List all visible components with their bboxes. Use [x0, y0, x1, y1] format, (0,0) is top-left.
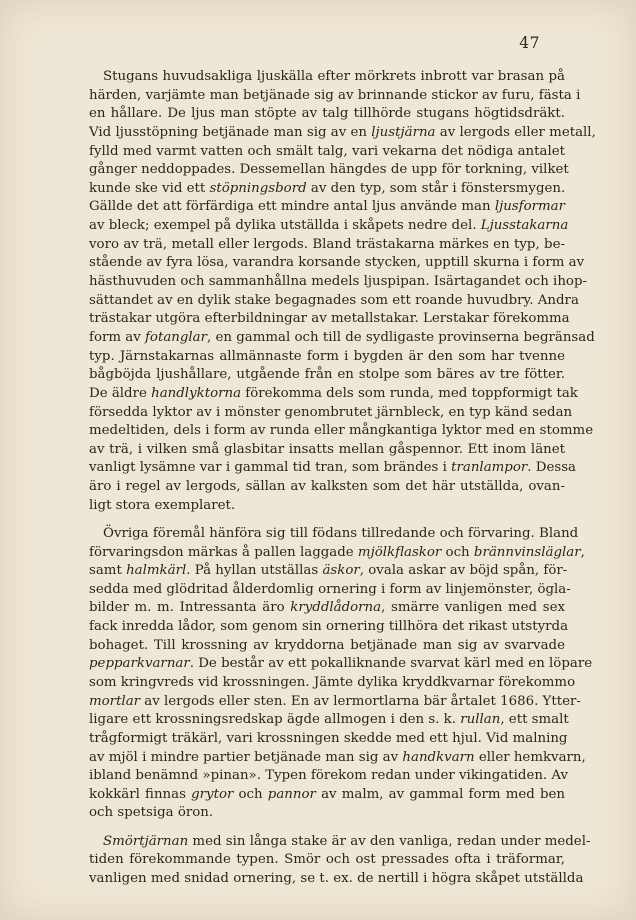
italic-term: rullan: [460, 712, 501, 728]
italic-term: pepparkvarnar: [89, 656, 190, 672]
text-line: fack inredda lådor, som genom sin ornering tillhöra det rikast utstyrda: [89, 619, 569, 635]
text-line: tiden förekommande typen. Smör och ost pressades ofta i träformar,: [89, 852, 565, 868]
text-line: medeltiden, dels i form av runda eller mångkantiga lyktor med en stomme: [89, 423, 594, 439]
text-line: och spetsiga öron.: [89, 805, 214, 821]
italic-term: pannor: [267, 786, 316, 802]
text-line: fylld med varmt vatten och smält talg, vari vekarna det nödiga antalet: [89, 143, 565, 159]
text-line: en hållare. De ljus man stöpte av talg tillhörde stugans högtidsdräkt.: [89, 106, 565, 122]
text-line: bågböjda ljushållare, utgående från en stolpe som bäres av tre fötter.: [89, 367, 565, 383]
text-line: Vid ljusstöpning betjänade man sig av en ljustjärna av lergods eller metall,: [89, 124, 596, 140]
text-line: Smörtjärnan med sin långa stake är av den vanliga, redan under medel-: [103, 833, 591, 849]
text-column: [89, 68, 596, 889]
text-line: förvaringsdon märkas å pallen laggade mjölkflaskor och brännvinsläglar,: [89, 544, 585, 560]
paragraph: [89, 525, 593, 823]
paragraph: [89, 68, 596, 515]
text-line: gånger neddoppades. Dessemellan hängdes de upp för torkning, vilket: [89, 162, 569, 178]
page-number: 47: [519, 34, 540, 52]
paragraph: [89, 833, 591, 889]
text-line: ibland benämnd »pinan». Typen förekom redan under vikingatiden. Av: [89, 768, 569, 784]
text-line: De äldre handlyktorna förekomma dels som runda, med toppformigt tak: [89, 385, 578, 401]
text-line: äro i regel av lergods, sällan av kalksten som det här utställda, ovan-: [89, 479, 565, 495]
text-line: hästhuvuden och sammanhållna medels ljuspipan. Isärtagandet och ihop-: [89, 274, 587, 290]
text-line: kunde ske vid ett stöpningsbord av den typ, som står i fönstersmygen.: [89, 180, 566, 196]
text-line: stående av fyra lösa, varandra korsande stycken, upptill skurna i form av: [89, 255, 585, 271]
text-line: typ. Järnstakarnas allmännaste form i bygden är den som har tvenne: [89, 348, 565, 364]
text-line: sedda med glödritad ålderdomlig ornering i form av linjemönster, ögla-: [89, 581, 571, 597]
italic-term: halmkärl: [126, 563, 187, 579]
text-line: form av fotanglar, en gammal och till de sydligaste provinserna begränsad: [89, 329, 595, 345]
text-line: samt halmkärl. På hyllan utställas äskor, ovala askar av böjd spån, för-: [89, 563, 568, 579]
text-line: kokkärl finnas grytor och pannor av malm, av gammal form med ben: [89, 786, 565, 802]
italic-term: Ljusstakarna: [480, 218, 569, 234]
italic-term: handkvarn: [402, 749, 475, 765]
text-line: vanligt lysämne var i gammal tid tran, som brändes i tranlampor. Dessa: [89, 460, 576, 476]
italic-term: fotanglar: [144, 329, 208, 345]
text-line: som kringvreds vid krossningen. Jämte dylika kryddkvarnar förekommo: [89, 675, 576, 690]
text-line: mortlar av lergods eller sten. En av lermortlarna bär årtalet 1686. Ytter-: [89, 693, 581, 709]
text-line: ligt stora exemplaret.: [89, 497, 236, 513]
italic-term: Smörtjärnan: [103, 833, 189, 849]
text-line: Övriga föremål hänföra sig till födans tillredande och förvaring. Bland: [103, 525, 579, 541]
text-line: trågformigt träkärl, vari krossningen skedde med ett hjul. Vid malning: [89, 730, 568, 746]
text-line: trästakar utgöra efterbildningar av metallstakar. Lerstakar förekomma: [89, 311, 570, 327]
italic-term: mjölkflaskor: [357, 544, 442, 560]
text-line: Stugans huvudsakliga ljuskälla efter mörkrets inbrott var brasan på: [103, 69, 565, 84]
text-line: av bleck; exempel på dylika utställda i skåpets nedre del. Ljusstakarna: [89, 218, 569, 234]
text-line: av trä, i vilken små glasbitar insatts mellan gåspennor. Ett inom länet: [89, 441, 565, 457]
italic-term: ljusformar: [494, 199, 565, 215]
italic-term: brännvinsläglar: [473, 544, 581, 560]
text-line: härden, varjämte man betjänade sig av brinnande stickor av furu, fästa i: [89, 87, 581, 103]
italic-term: kryddlådorna: [290, 600, 382, 616]
italic-term: handlyktorna: [151, 385, 242, 401]
italic-term: tranlampor: [451, 460, 528, 476]
text-line: bilder m. m. Intressanta äro kryddlådorna, smärre vanligen med sex: [89, 600, 566, 616]
text-line: vanligen med snidad ornering, se t. ex. de nertill i högra skåpet utställda: [89, 870, 584, 886]
italic-term: ljustjärna: [371, 124, 436, 140]
text-line: pepparkvarnar. De består av ett pokalliknande svarvat kärl med en löpare: [89, 656, 593, 672]
text-line: sättandet av en dylik stake begagnades som ett roande huvudbry. Andra: [89, 292, 579, 308]
text-line: bohaget. Till krossning av kryddorna betjänade man sig av svarvade: [89, 637, 565, 653]
paragraph-gap: [89, 515, 565, 525]
text-line: av mjöl i mindre partier betjänade man sig av handkvarn eller hemkvarn,: [89, 749, 586, 765]
italic-term: mortlar: [89, 693, 141, 709]
text-line: voro av trä, metall eller lergods. Bland trästakarna märkes en typ, be-: [89, 236, 565, 252]
italic-term: stöpningsbord: [209, 180, 307, 196]
italic-term: äskor: [322, 563, 360, 579]
paragraph-gap: [89, 823, 565, 833]
text-line: Gällde det att förfärdiga ett mindre antal ljus använde man ljusformar: [89, 199, 565, 215]
text-line: ligare ett krossningsredskap ägde allmogen i den s. k. rullan, ett smalt: [89, 712, 569, 728]
italic-term: grytor: [191, 786, 234, 802]
text-line: försedda lyktor av i mönster genombrutet järnbleck, en typ känd sedan: [89, 404, 573, 420]
